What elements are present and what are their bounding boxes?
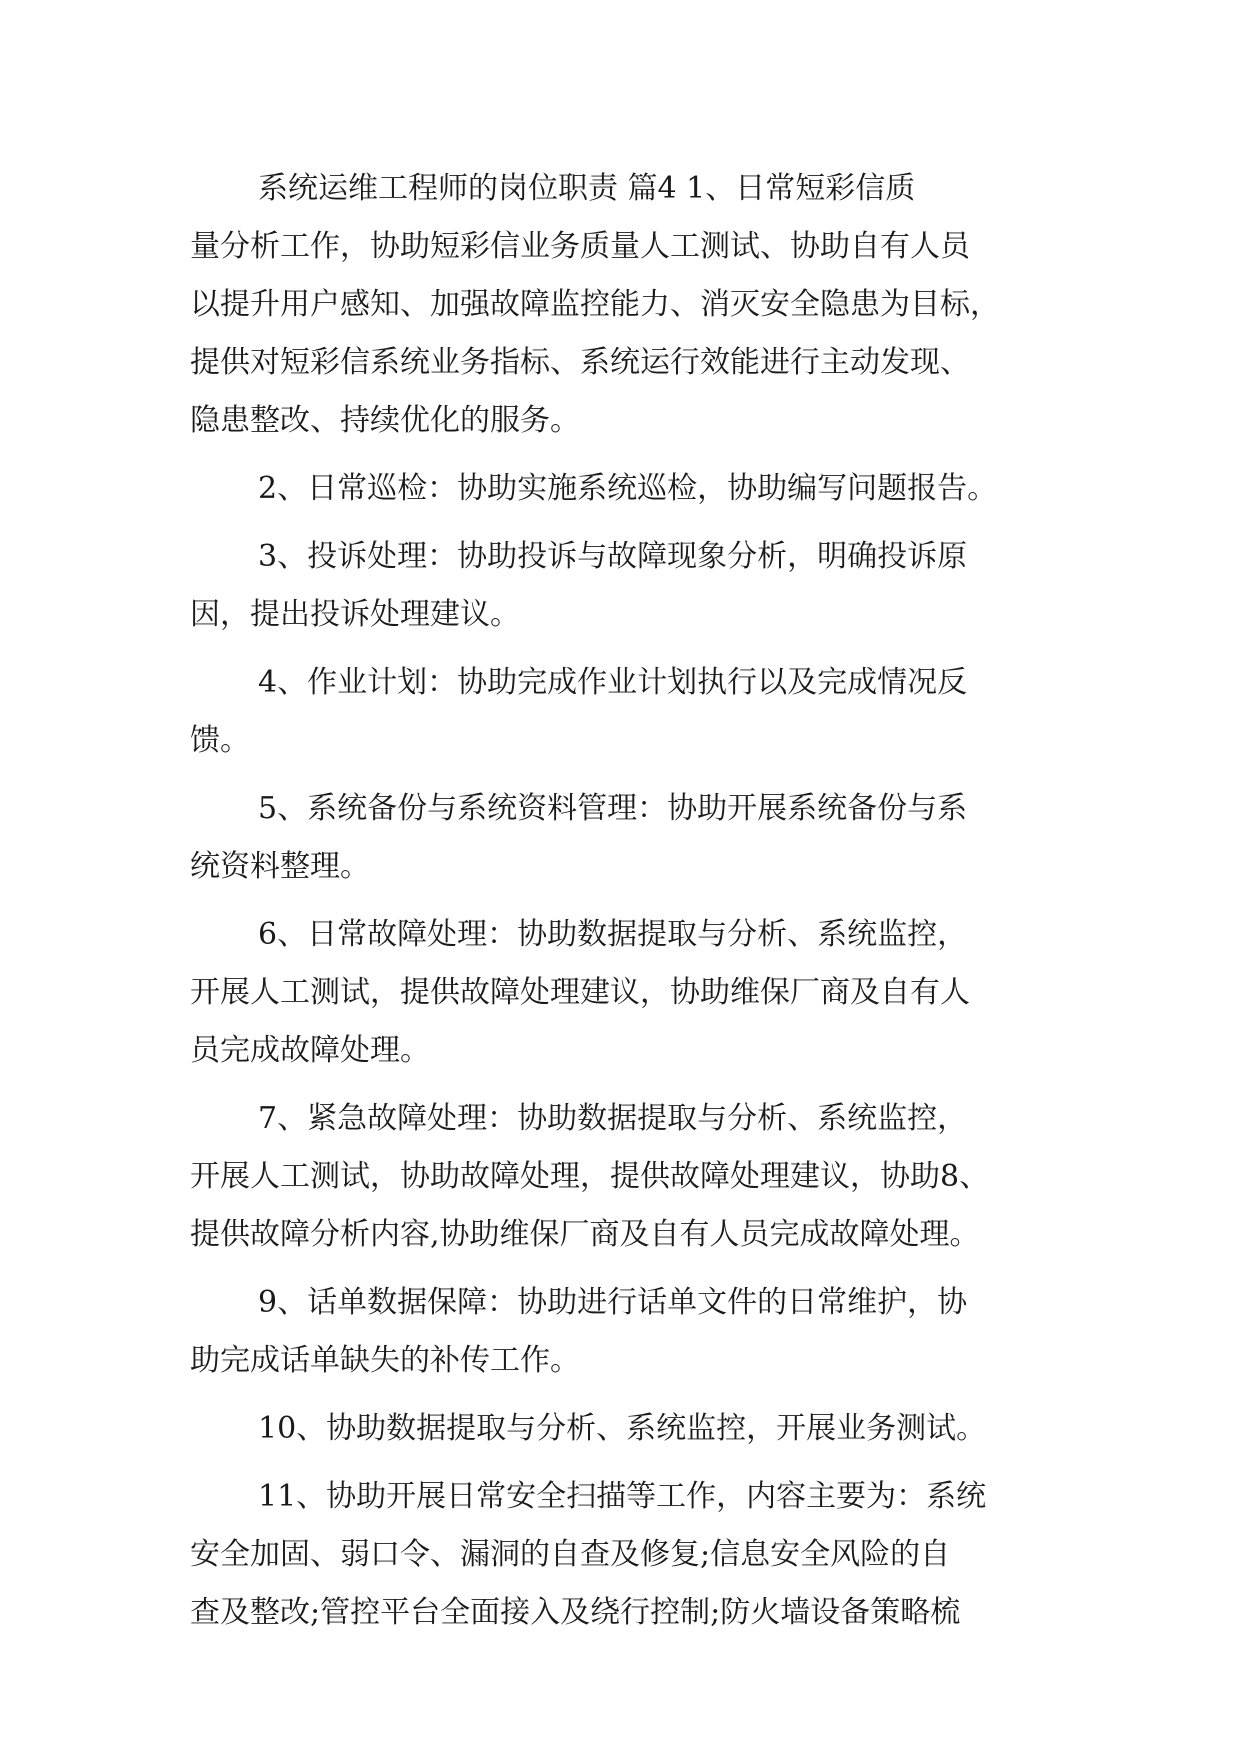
paragraph-8 bbox=[190, 1274, 1070, 1390]
text-line: 9、话单数据保障：协助进行话单文件的日常维护，协 bbox=[258, 1285, 968, 1320]
text-line: 10、协助数据提取与分析、系统监控，开展业务测试。 bbox=[258, 1411, 987, 1446]
document-body bbox=[190, 160, 1070, 1652]
text-line: 4、作业计划：协助完成作业计划执行以及完成情况反 bbox=[258, 665, 968, 700]
text-line: 3、投诉处理：协助投诉与故障现象分析，明确投诉原 bbox=[258, 539, 968, 574]
text-line: 统资料整理。 bbox=[190, 849, 370, 884]
paragraph-5 bbox=[190, 780, 1070, 896]
text-line: 提供对短彩信系统业务指标、系统运行效能进行主动发现、 bbox=[190, 345, 970, 380]
text-line: 助完成话单缺失的补传工作。 bbox=[190, 1343, 580, 1378]
paragraph-2 bbox=[190, 460, 1070, 518]
text-line: 提供故障分析内容,协助维保厂商及自有人员完成故障处理。 bbox=[190, 1217, 980, 1252]
text-line: 查及整改;管控平台全面接入及绕行控制;防火墙设备策略梳 bbox=[190, 1595, 961, 1630]
text-line: 6、日常故障处理：协助数据提取与分析、系统监控， bbox=[258, 917, 968, 952]
text-line: 5、系统备份与系统资料管理：协助开展系统备份与系 bbox=[258, 791, 968, 826]
text-line: 因，提出投诉处理建议。 bbox=[190, 597, 520, 632]
text-line: 11、协助开展日常安全扫描等工作，内容主要为：系统 bbox=[258, 1479, 987, 1514]
paragraph-9 bbox=[190, 1400, 1070, 1458]
paragraph-7 bbox=[190, 1090, 1070, 1264]
text-line: 7、紧急故障处理：协助数据提取与分析、系统监控， bbox=[258, 1101, 968, 1136]
text-line: 2、日常巡检：协助实施系统巡检，协助编写问题报告。 bbox=[258, 471, 998, 506]
text-line: 员完成故障处理。 bbox=[190, 1033, 430, 1068]
text-line: 开展人工测试，协助故障处理，提供故障处理建议，协助8、 bbox=[190, 1159, 990, 1194]
text-line: 系统运维工程师的岗位职责 篇4 1、日常短彩信质 bbox=[258, 171, 916, 206]
text-line: 量分析工作，协助短彩信业务质量人工测试、协助自有人员 bbox=[190, 229, 970, 264]
text-line: 隐患整改、持续优化的服务。 bbox=[190, 403, 580, 438]
paragraph-1 bbox=[190, 160, 1070, 450]
text-line: 安全加固、弱口令、漏洞的自查及修复;信息安全风险的自 bbox=[190, 1537, 951, 1572]
paragraph-3 bbox=[190, 528, 1070, 644]
text-line: 开展人工测试，提供故障处理建议，协助维保厂商及自有人 bbox=[190, 975, 970, 1010]
paragraph-4 bbox=[190, 654, 1070, 770]
paragraph-6 bbox=[190, 906, 1070, 1080]
text-line: 馈。 bbox=[190, 723, 250, 758]
paragraph-10 bbox=[190, 1468, 1070, 1642]
text-line: 以提升用户感知、加强故障监控能力、消灭安全隐患为目标， bbox=[190, 287, 1000, 322]
